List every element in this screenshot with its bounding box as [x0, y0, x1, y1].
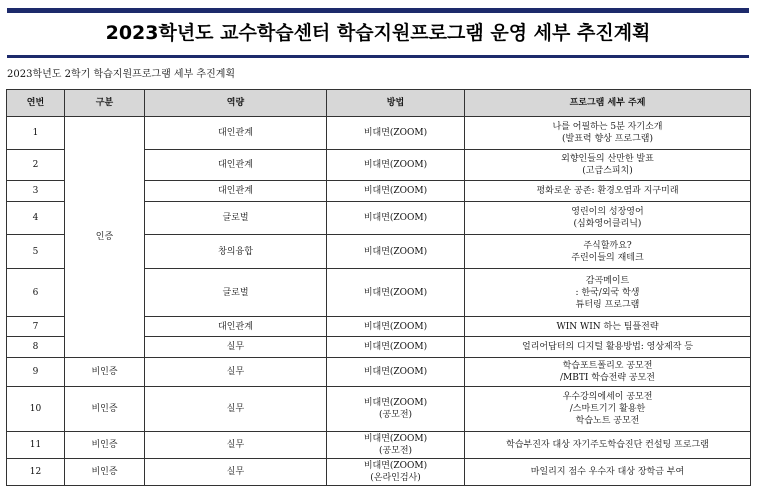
topic-cell: 마일리지 점수 우수자 대상 장학금 부여 — [465, 459, 751, 486]
row-number: 8 — [7, 337, 65, 358]
topic-cell: 우수강의에세이 공모전 /스마트기기 활용한 학습노트 공모전 — [465, 387, 751, 432]
topic-cell: 얼리어답터의 디지털 활용방법: 영상제작 등 — [465, 337, 751, 358]
method-cell: 비대면(ZOOM) (공모전) — [327, 387, 465, 432]
competency-cell: 대인관계 — [145, 317, 327, 337]
title-top-rule — [7, 8, 749, 13]
row-number: 10 — [7, 387, 65, 432]
header-no: 연번 — [7, 90, 65, 117]
category-cell: 비인증 — [65, 358, 145, 387]
row-number: 5 — [7, 235, 65, 269]
row-number: 6 — [7, 269, 65, 317]
method-cell: 비대면(ZOOM) — [327, 181, 465, 202]
title-box — [7, 8, 749, 58]
competency-cell: 글로벌 — [145, 269, 327, 317]
method-cell: 비대면(ZOOM) — [327, 235, 465, 269]
competency-cell: 글로벌 — [145, 202, 327, 235]
row-number: 1 — [7, 117, 65, 150]
method-cell: 비대면(ZOOM) — [327, 337, 465, 358]
competency-cell: 실무 — [145, 387, 327, 432]
topic-cell: 학습포트폴리오 공모전 /MBTI 학습전략 공모전 — [465, 358, 751, 387]
table-row — [7, 432, 751, 459]
method-cell: 비대면(ZOOM) — [327, 150, 465, 181]
topic-cell: 학습부진자 대상 자기주도학습진단 컨설팅 프로그램 — [465, 432, 751, 459]
category-cell: 비인증 — [65, 459, 145, 486]
header-method: 방법 — [327, 90, 465, 117]
method-cell: 비대면(ZOOM) (온라인검사) — [327, 459, 465, 486]
topic-cell: 감곡메이트 : 한국/외국 학생 튜터링 프로그램 — [465, 269, 751, 317]
method-cell: 비대면(ZOOM) — [327, 269, 465, 317]
header-topic: 프로그램 세부 주제 — [465, 90, 751, 117]
topic-cell: 나를 어필하는 5분 자기소개 (발표력 향상 프로그램) — [465, 117, 751, 150]
method-cell: 비대면(ZOOM) — [327, 358, 465, 387]
competency-cell: 대인관계 — [145, 181, 327, 202]
row-number: 12 — [7, 459, 65, 486]
competency-cell: 대인관계 — [145, 117, 327, 150]
row-number: 3 — [7, 181, 65, 202]
topic-cell: 주식할까요? 주린이들의 재테크 — [465, 235, 751, 269]
topic-cell: 외향인들의 산만한 발표 (고급스피치) — [465, 150, 751, 181]
category-cell: 비인증 — [65, 387, 145, 432]
topic-cell: 영린이의 성장영어 (심화영어클리닉) — [465, 202, 751, 235]
table-row — [7, 117, 751, 150]
row-number: 9 — [7, 358, 65, 387]
title-bottom-rule — [7, 55, 749, 58]
competency-cell: 실무 — [145, 432, 327, 459]
competency-cell: 대인관계 — [145, 150, 327, 181]
method-cell: 비대면(ZOOM) — [327, 202, 465, 235]
topic-cell: WIN WIN 하는 팀플전략 — [465, 317, 751, 337]
row-number: 11 — [7, 432, 65, 459]
page-title: 2023학년도 교수학습센터 학습지원프로그램 운영 세부 추진계획 — [105, 22, 651, 44]
method-cell: 비대면(ZOOM) (공모전) — [327, 432, 465, 459]
topic-cell: 평화로운 공존: 환경오염과 지구미래 — [465, 181, 751, 202]
row-number: 7 — [7, 317, 65, 337]
category-cell-certified: 인증 — [65, 117, 145, 358]
category-cell: 비인증 — [65, 432, 145, 459]
competency-cell: 실무 — [145, 337, 327, 358]
method-cell: 비대면(ZOOM) — [327, 317, 465, 337]
header-category: 구분 — [65, 90, 145, 117]
table-row — [7, 459, 751, 486]
competency-cell: 실무 — [145, 459, 327, 486]
competency-cell: 창의융합 — [145, 235, 327, 269]
table-row — [7, 358, 751, 387]
row-number: 2 — [7, 150, 65, 181]
method-cell: 비대면(ZOOM) — [327, 117, 465, 150]
row-number: 4 — [7, 202, 65, 235]
table-header-row — [7, 90, 751, 117]
header-competency: 역량 — [145, 90, 327, 117]
competency-cell: 실무 — [145, 358, 327, 387]
table-row — [7, 387, 751, 432]
table-caption: 2023학년도 2학기 학습지원프로그램 세부 추진계획 — [7, 69, 236, 80]
program-table — [6, 89, 751, 486]
